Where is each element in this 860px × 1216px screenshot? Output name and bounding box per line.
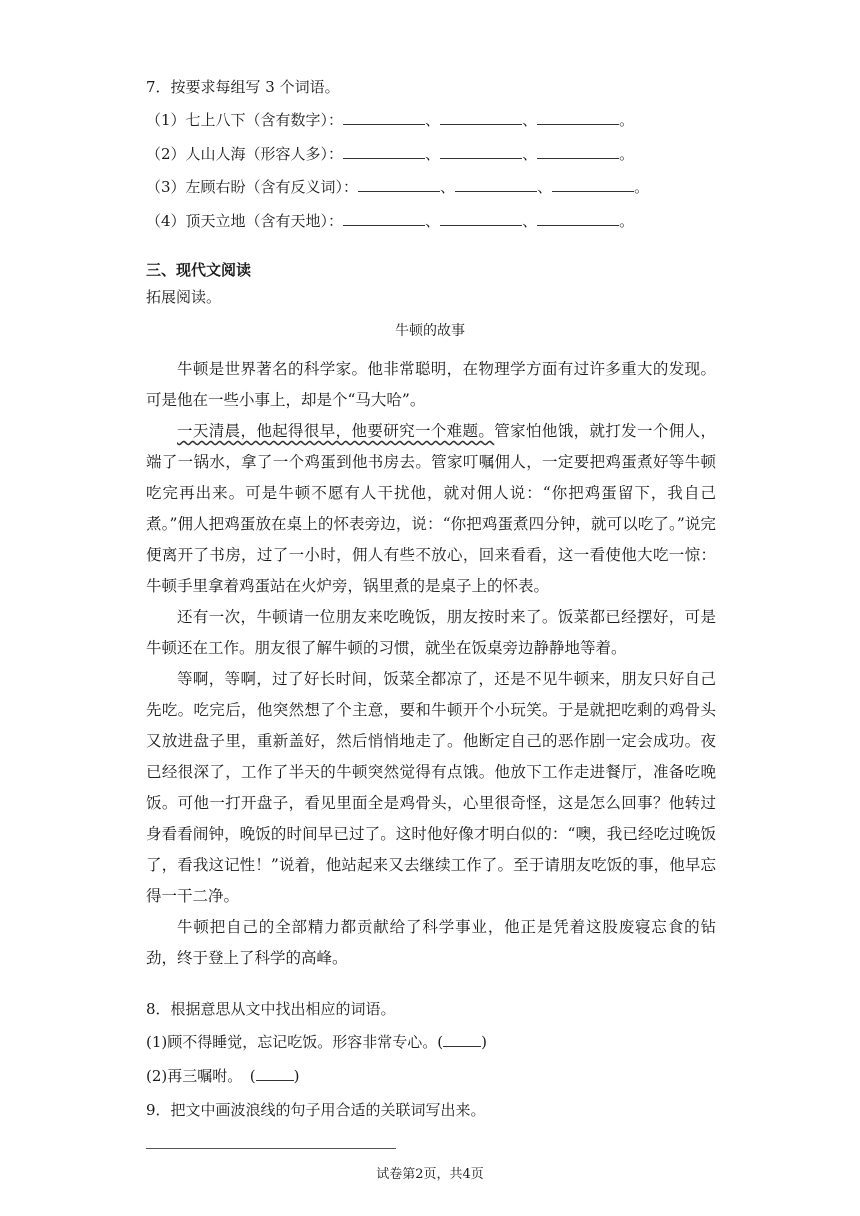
answer-blank[interactable] [343,110,425,125]
q8-item-text: (1)顾不得睡觉，忘记吃饭。形容非常专心。( [146,1033,444,1051]
q8-item-1 [146,1031,487,1052]
separator: 、 [522,145,538,163]
separator: 、 [425,145,441,163]
answer-blank[interactable] [343,211,425,226]
q8-title: 8．根据意思从文中找出相应的词语。 [146,1000,396,1018]
q7-item-1 [146,109,634,130]
paragraph [146,416,716,602]
paragraph-text: 管家怕他饿，就打发一个佣人，端了一锅水，拿了一个鸡蛋到他书房去。管家叮嘱佣人，一定要把鸡蛋煮好等牛顿吃完再出来。可是牛顿不愿有人干扰他，就对佣人说：“你把鸡蛋留下，我自己煮。”佣人把鸡蛋放在桌上的怀表旁边，说：“你把鸡蛋煮四分钟，就可以吃了。”说完便离开了书房，过了一小时，佣人有些不放心，回来看看，这一看使他大吃一惊：牛顿手里拿着鸡蛋站在火炉旁，锅里煮的是桌子上的怀表。 [146,422,716,595]
page-number: 试卷第2页，共4页 [376,1167,484,1182]
q7-item-label: （2）人山人海（形容人多）： [146,145,344,163]
paragraph: 还有一次，牛顿请一位朋友来吃晚饭，朋友按时来了。饭菜都已经摆好，可是牛顿还在工作。朋友很了解牛顿的习惯，就坐在饭桌旁边静静地等着。 [146,608,716,657]
paragraph: 牛顿把自己的全部精力都贡献给了科学事业，他正是凭着这股废寝忘食的钻劲，终于登上了科学的高峰。 [146,918,716,967]
footer-divider [146,1148,396,1149]
period: 。 [619,145,635,163]
answer-blank[interactable] [537,110,619,125]
paragraph: 等啊，等啊，过了好长时间，饭菜全都凉了，还是不见牛顿来，朋友只好自己先吃。吃完后，他突然想了个主意，要和牛顿开个小玩笑。于是就把吃剩的鸡骨头又放进盘子里，重新盖好，然后悄悄地走了。他断定自己的恶作剧一定会成功。夜已经很深了，工作了半天的牛顿突然觉得有点饿。他放下工作走进餐厅，准备吃晚饭。可他一打开盘子，看见里面全是鸡骨头，心里很奇怪，这是怎么回事？他转过身看看闹钟，晚饭的时间早已过了。这时他好像才明白似的：“噢，我已经吃过晚饭了，看我这记性！”说着，他站起来又去继续工作了。至于请朋友吃饭的事，他早忘得一干二净。 [146,670,716,905]
q7-item-4 [146,210,634,231]
q7-item-label: （3）左顾右盼（含有反义词）： [146,178,359,196]
answer-blank[interactable] [552,177,634,192]
paren-close: ) [481,1033,487,1051]
story-title: 牛顿的故事 [395,323,465,339]
separator: 、 [425,212,441,230]
paren-close: ) [293,1067,300,1085]
answer-blank[interactable] [440,144,522,159]
q7-item-2 [146,143,634,164]
answer-blank[interactable] [343,144,425,159]
answer-blank[interactable] [537,211,619,226]
q9-title: 9．把文中画波浪线的句子用合适的关联词写出来。 [146,1101,486,1119]
q7-item-3 [146,176,649,197]
separator: 、 [522,111,538,129]
separator: 、 [537,178,553,196]
separator: 、 [440,178,456,196]
answer-blank[interactable] [455,177,537,192]
q7-item-label: （4）顶天立地（含有天地）： [146,212,344,230]
paragraph: 牛顿是世界著名的科学家。他非常聪明，在物理学方面有过许多重大的发现。可是他在一些小事上，却是个“马大哈”。 [146,360,716,409]
q7-title: 7．按要求每组写 3 个词语。 [146,78,340,96]
separator: 、 [425,111,441,129]
answer-blank[interactable] [358,177,440,192]
section-intro: 拓展阅读。 [146,288,222,306]
period: 。 [619,212,635,230]
answer-blank[interactable] [440,211,522,226]
wavy-sentence: 一天清晨，他起得很早，他要研究一个难题。 [177,422,495,440]
period: 。 [634,178,650,196]
q8-item-2 [146,1065,299,1086]
q8-item-text: (2)再三嘱咐。 ( [146,1067,256,1085]
answer-blank[interactable] [440,110,522,125]
answer-blank[interactable] [443,1032,481,1047]
q7-item-label: （1）七上八下（含有数字）： [146,111,344,129]
section-heading: 三、现代文阅读 [146,261,252,279]
answer-blank[interactable] [537,144,619,159]
period: 。 [619,111,635,129]
answer-blank[interactable] [256,1066,294,1081]
separator: 、 [522,212,538,230]
story-body [146,354,716,974]
